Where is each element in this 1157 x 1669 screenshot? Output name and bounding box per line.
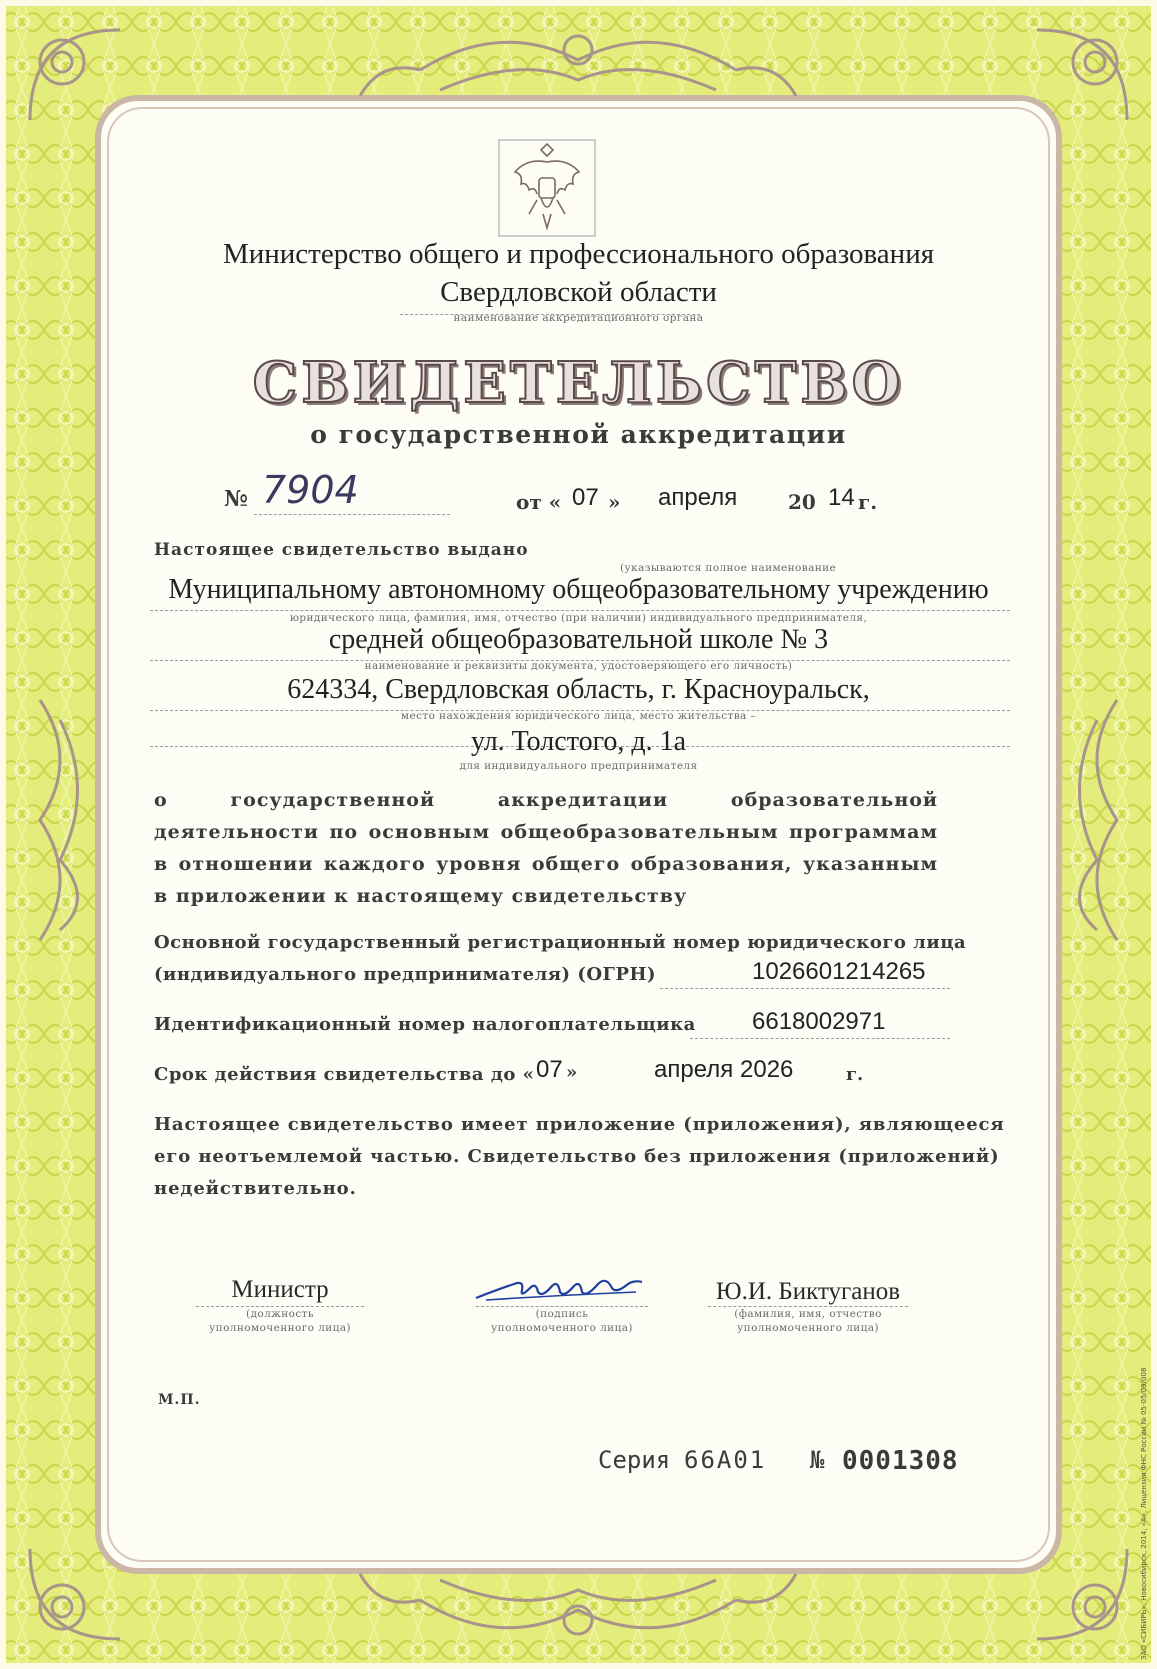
validity-day-close: » xyxy=(566,1062,578,1083)
appendix-line-1: Настоящее свидетельство имеет приложение (приложения), являющееся xyxy=(154,1114,1005,1135)
issuer-caption: наименование аккредитационного органа xyxy=(453,312,704,324)
signature-caption-1: (подпись xyxy=(535,1308,589,1320)
appendix-line-3: недействительно. xyxy=(154,1178,357,1199)
issuer-line-1: Министерство общего и профессионального образования xyxy=(222,238,935,270)
validity-month: апреля xyxy=(654,1056,734,1083)
issue-year-mark: г. xyxy=(858,490,878,514)
document-title: СВИДЕТЕЛЬСТВО xyxy=(252,350,905,416)
recipient-address-line-2: ул. Толстого, д. 1а xyxy=(470,726,687,757)
issue-day: 07 xyxy=(572,484,599,511)
series-value: 66А01 xyxy=(684,1446,767,1474)
signature-caption-2: уполномоченного лица) xyxy=(491,1322,633,1334)
printer-note: ЗАО «СИБИРЬ», Новосибирск, 2014, «А», Лицензия ФНС России № 05-05/09/008 xyxy=(1140,1367,1148,1660)
validity-year: 2026 xyxy=(740,1056,794,1083)
issue-year-suffix: 14 xyxy=(828,484,855,511)
appendix-line-2: его неотъемлемой частью. Свидетельство без приложения (приложений) xyxy=(154,1146,1000,1167)
position-caption-2: уполномоченного лица) xyxy=(209,1322,351,1334)
issued-label: Настоящее свидетельство выдано xyxy=(154,540,529,560)
certificate-number: 7904 xyxy=(262,468,359,512)
coat-of-arms-icon xyxy=(497,138,597,238)
series-number: 0001308 xyxy=(842,1446,959,1476)
signature-underline xyxy=(476,1306,648,1307)
series-number-sign: № xyxy=(810,1446,825,1474)
issue-day-close: » xyxy=(608,490,621,514)
signature-icon xyxy=(466,1262,656,1312)
validity-day: 07 xyxy=(536,1056,563,1083)
number-sign: № xyxy=(224,486,248,512)
validity-label: Срок действия свидетельства до « xyxy=(154,1064,535,1085)
accreditation-purpose: о государственной аккредитации образовательной деятельности по основным общеобразовательным программам в отношении каждого уровня общего образования, указанным в приложении к настоящему свидетельству xyxy=(154,789,938,907)
recipient-address-line-1: 624334, Свердловская область, г. Красноуральск, xyxy=(287,674,870,705)
position-underline xyxy=(196,1306,364,1307)
ogrn-label-line-1: Основной государственный регистрационный номер юридического лица xyxy=(154,932,967,953)
caption-full-name: (указываются полное наименование xyxy=(620,562,837,574)
validity-year-mark: г. xyxy=(846,1064,864,1085)
name-caption-1: (фамилия, имя, отчество xyxy=(734,1308,882,1320)
number-underline xyxy=(254,514,450,515)
inn-value: 6618002971 xyxy=(752,1008,886,1035)
caption-legal-entity: юридического лица, фамилия, имя, отчество (при наличии) индивидуального предпринимателя, xyxy=(289,612,868,624)
date-from-label: от « xyxy=(516,490,562,514)
signatory-position: Министр xyxy=(231,1276,329,1303)
caption-entrepreneur: для индивидуального предпринимателя xyxy=(459,760,698,772)
caption-id-document: наименование и реквизиты документа, удостоверяющего его личность) xyxy=(364,660,793,672)
recipient-line-2: средней общеобразовательной школе № 3 xyxy=(328,624,829,655)
caption-location: место нахождения юридического лица, место жительства – xyxy=(400,710,757,722)
document-subtitle: о государственной аккредитации xyxy=(310,420,847,449)
position-caption-1: (должность xyxy=(246,1308,314,1320)
recipient-underline-1 xyxy=(150,610,1010,611)
name-caption-2: уполномоченного лица) xyxy=(737,1322,879,1334)
ogrn-underline xyxy=(660,988,950,989)
ogrn-label-line-2: (индивидуального предпринимателя) (ОГРН) xyxy=(154,964,657,985)
name-underline xyxy=(708,1306,908,1307)
series-label: Серия xyxy=(598,1446,671,1474)
issue-month: апреля xyxy=(658,484,738,511)
issuer-line-2: Свердловской области xyxy=(440,276,717,308)
inn-underline xyxy=(690,1038,950,1039)
issue-year-prefix: 20 xyxy=(788,490,816,514)
recipient-line-1: Муниципальному автономному общеобразовательному учреждению xyxy=(168,574,989,605)
inn-label: Идентификационный номер налогоплательщика xyxy=(154,1014,696,1035)
stamp-place: М.П. xyxy=(158,1392,201,1408)
ogrn-value: 1026601214265 xyxy=(752,958,926,985)
signatory-name: Ю.И. Биктуганов xyxy=(715,1278,901,1305)
